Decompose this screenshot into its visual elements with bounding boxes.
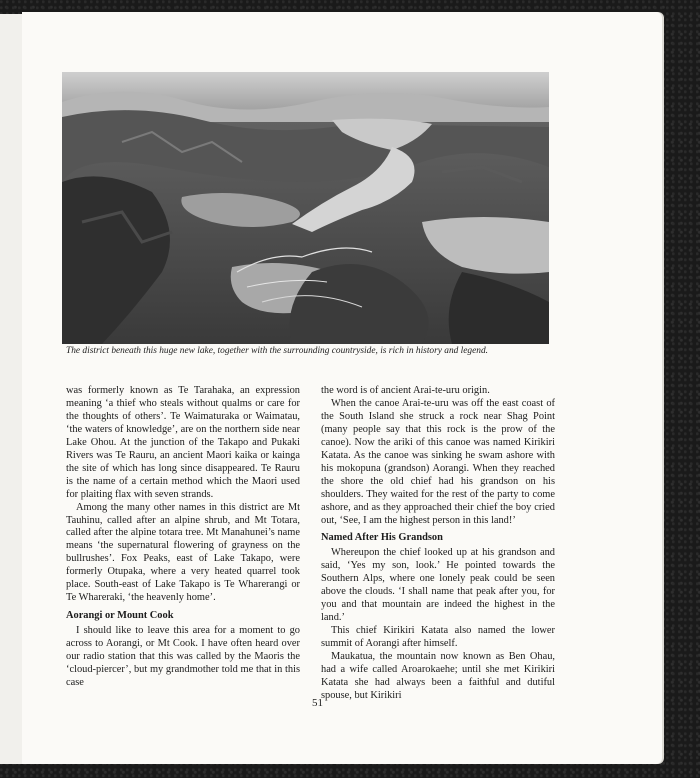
photo-caption: The district beneath this huge new lake, together with the surrounding countryside, is rich in history and legend. <box>66 346 489 356</box>
book-page <box>22 12 662 764</box>
left-text-column <box>66 385 300 690</box>
paragraph: Among the many other names in this district are Mt Tauhinu, called after an alpine shrub, and Mt Totara, called after the alpine totara tree. Mt Manahunei’s name means ‘the supernatural flowering of grayness on the bullrushes’. Fox Peaks, east of Lake Takapo, were formerly Otupaka, where a very heated quarrel took place. South-east of Lake Takapo is Te Wharerangi or Te Whareraki, ‘the heavenly home’. <box>66 501 300 604</box>
paragraph: Whereupon the chief looked up at his grandson and said, ‘Yes my son, look.’ He pointed towards the Southern Alps, where one lonely peak could be seen above the clouds. ‘I shall name that peak after you, for you and that mountain are indeed the highest in the land.’ <box>321 547 555 624</box>
aerial-lake-photo <box>62 72 549 344</box>
paragraph: the word is of ancient Arai-te-uru origin. <box>321 385 490 396</box>
section-heading: Named After His Grandson <box>321 532 443 544</box>
paragraph: I should like to leave this area for a moment to go across to Aorangi, or Mt Cook. I have often heard over our radio station that this was called by the Maoris the ‘cloud-piercer’, but my grandmother told me that in this case <box>66 625 300 689</box>
paragraph: Maukatua, the mountain now known as Ben Ohau, had a wife called Aroarokaehe; until she met Kirikiri Katata she had always been a faithful and dutiful spouse, but Kirikiri <box>321 651 555 701</box>
paragraph: was formerly known as Te Tarahaka, an expression meaning ‘a thief who steals without qualms or care for the thoughts of others’. Te Waimaturaka or Waimatau, ‘the waters of knowledge’, are on the northern side near Lake Ohou. At the junction of the Takapo and Pukaki Rivers was Te Rauru, an ancient Maori kaika or kainga the site of which has long since disappeared. Te Rauru is the name of a certain method which the Maori used for plaiting flax with seven strands. <box>66 385 300 500</box>
paragraph: This chief Kirikiri Katata also named the lower summit of Aorangi after himself. <box>321 625 555 650</box>
paragraph: When the canoe Arai-te-uru was off the east coast of the South Island she struck a rock near Shag Point (many people say that this rock is the prow of the canoe). Now the ariki of this canoe was named Kirikiri Katata. As the canoe was sinking he swam ashore with his mokopuna (grandson) Aorangi. When they reached the shore the old chief had his grandson on his shoulders. They waited for the rest of the party to come ashore, and as they approached their chief the boy cried out, ‘See, I am the highest person in this land!’ <box>321 397 555 526</box>
right-text-column <box>321 385 555 703</box>
section-heading: Aorangi or Mount Cook <box>66 610 174 622</box>
page-number: 51 <box>312 697 323 709</box>
